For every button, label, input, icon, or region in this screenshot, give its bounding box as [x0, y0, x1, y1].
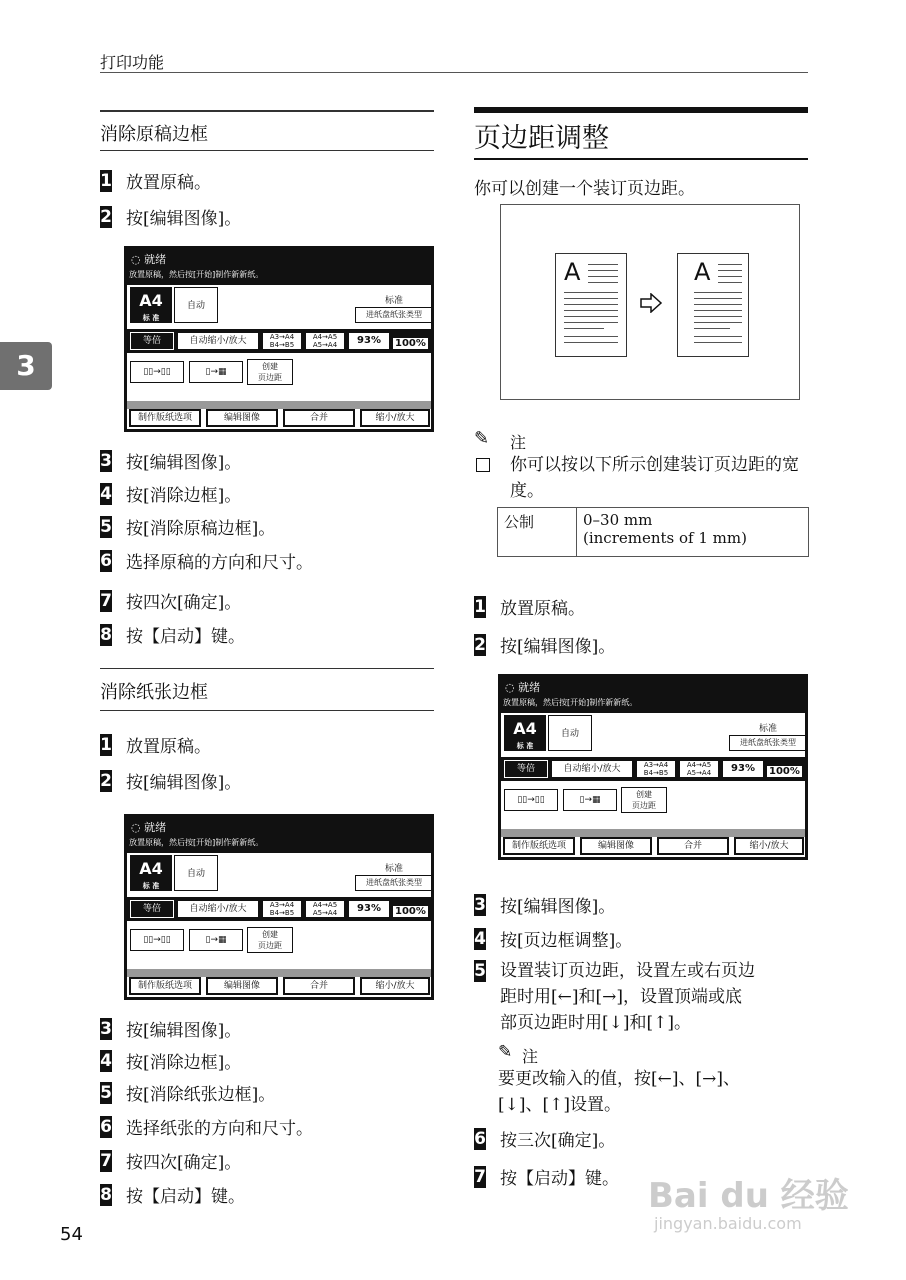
tab-reduce-enlarge[interactable]: 缩小/放大	[360, 409, 430, 427]
tab-edit-image[interactable]: 编辑图像	[580, 837, 652, 855]
status-message: 放置原稿，然后按[开始]制作新新纸。	[129, 270, 264, 279]
step-text: 按[页边框调整]。	[500, 931, 633, 951]
status-text: ◌ 就绪	[131, 253, 167, 266]
step-number: 2	[474, 634, 486, 655]
margin-diagram	[500, 204, 800, 400]
ratio-93-button[interactable]: 93%	[348, 332, 390, 350]
text-line	[694, 336, 742, 337]
status-message: 放置原稿，然后按[开始]制作新新纸。	[503, 698, 638, 707]
step-text: 按[消除边框]。	[126, 486, 242, 506]
spec-value-line: 0–30 mm	[583, 511, 653, 529]
create-margin-button[interactable]: 创建 页边距	[247, 927, 293, 953]
section-title: 消除纸张边框	[100, 682, 208, 703]
step	[100, 548, 313, 573]
step-text: 设置装订页边距，设置左或右页边	[500, 961, 755, 981]
standard-label: 标准	[759, 724, 778, 734]
pencil-icon: ✎	[474, 428, 490, 449]
note-text: 你可以按以下所示创建装订页边距的宽度。	[510, 455, 799, 501]
text-line	[564, 304, 618, 305]
step-number: 1	[100, 734, 112, 755]
text-line	[694, 292, 742, 293]
tab-print-options[interactable]: 制作版纸选项	[129, 977, 201, 995]
step-text: 选择原稿的方向和尺寸。	[126, 553, 313, 573]
step	[100, 1148, 241, 1173]
step-text: 选择纸张的方向和尺寸。	[126, 1119, 313, 1139]
note-label: 注	[510, 433, 527, 452]
create-margin-button[interactable]: 创建 页边距	[247, 359, 293, 385]
step-number: 3	[100, 450, 112, 471]
page-before	[555, 253, 627, 357]
step	[474, 958, 814, 1036]
screen-status-bar	[501, 677, 805, 713]
step-text: 按[编辑图像]。	[500, 897, 616, 917]
step-text: 按[消除原稿边框]。	[126, 519, 276, 539]
tray-type-button[interactable]: 进纸盘纸张类型	[355, 875, 433, 891]
step-number: 4	[100, 483, 112, 504]
text-line	[564, 310, 618, 311]
status-text: ◌ 就绪	[131, 821, 167, 834]
title-rule	[474, 158, 808, 160]
step-number: 7	[100, 1150, 112, 1171]
step-text: 按【启动】键。	[126, 1187, 245, 1207]
copier-screen	[498, 674, 808, 860]
copier-screen	[124, 246, 434, 432]
letter-a-icon: A	[694, 258, 711, 286]
page-header: 打印功能	[100, 53, 165, 72]
title-bar	[474, 107, 808, 113]
step-text: 按[消除纸张边框]。	[126, 1085, 276, 1105]
step	[474, 926, 632, 951]
equal-size-button[interactable]: 等倍	[130, 332, 174, 350]
section-title: 消除原稿边框	[100, 124, 208, 145]
step-number: 1	[100, 170, 112, 191]
text-line	[694, 304, 742, 305]
text-line	[564, 298, 618, 299]
text-line	[694, 316, 742, 317]
step-number: 2	[100, 770, 112, 791]
header-divider	[100, 72, 808, 73]
step	[474, 1164, 619, 1189]
section-rule	[100, 150, 434, 151]
text-line	[588, 270, 618, 271]
duplex-button[interactable]: ▯▯→▯▯	[504, 789, 558, 811]
step-number: 3	[100, 1018, 112, 1039]
spec-table	[497, 507, 809, 557]
step-text: 按[消除边框]。	[126, 1053, 242, 1073]
step-number: 2	[100, 206, 112, 227]
text-line	[588, 282, 618, 283]
text-line	[588, 264, 618, 265]
note-line: 要更改输入的值，按[←]、[→]、	[498, 1069, 741, 1089]
ratio-button[interactable]: A4→A5 A5→A4	[305, 332, 345, 350]
section-rule	[100, 110, 434, 112]
step	[100, 1080, 275, 1105]
step	[474, 1126, 615, 1151]
step	[100, 481, 241, 506]
standard-label: 标准	[385, 296, 404, 306]
auto-zoom-button[interactable]: 自动缩小/放大	[177, 900, 259, 918]
step	[100, 204, 241, 229]
text-line	[564, 316, 618, 317]
tray-type-button[interactable]: 进纸盘纸张类型	[729, 735, 807, 751]
text-line	[694, 322, 742, 323]
auto-paper-button[interactable]: 自动	[548, 715, 592, 751]
step	[474, 892, 615, 917]
combine-button[interactable]: ▯→▦	[563, 789, 617, 811]
step-number: 6	[474, 1128, 486, 1149]
step	[474, 594, 585, 619]
text-line	[588, 276, 618, 277]
ratio-display: 100%	[395, 338, 426, 349]
ratio-button[interactable]: A3→A4 B4→B5	[262, 332, 302, 350]
intro-text: 你可以创建一个装订页边距。	[474, 179, 695, 199]
screen-status-bar	[127, 817, 431, 853]
section-rule	[100, 710, 434, 711]
step-text: 按【启动】键。	[126, 627, 245, 647]
step-number: 4	[100, 1050, 112, 1071]
text-line	[718, 282, 742, 283]
text-line	[564, 328, 604, 329]
ratio-button[interactable]: A4→A5 A5→A4	[679, 760, 719, 778]
tab-combine[interactable]: 合并	[283, 409, 355, 427]
ratio-93-button[interactable]: 93%	[722, 760, 764, 778]
note-label: 注	[522, 1047, 539, 1066]
text-line	[694, 310, 742, 311]
step-number: 7	[100, 590, 112, 611]
page-title: 页边距调整	[474, 123, 609, 154]
chapter-tab: 3	[0, 342, 52, 390]
auto-zoom-button[interactable]: 自动缩小/放大	[177, 332, 259, 350]
step-text: 距时用[←]和[→]，设置顶端或底	[500, 987, 743, 1007]
tab-edit-image[interactable]: 编辑图像	[206, 409, 278, 427]
step	[100, 768, 241, 793]
step-number: 5	[474, 961, 486, 981]
step-text: 按四次[确定]。	[126, 1153, 242, 1173]
step	[100, 1016, 241, 1041]
text-line	[564, 292, 618, 293]
step-text: 按【启动】键。	[500, 1169, 619, 1189]
text-line	[718, 270, 742, 271]
ratio-button[interactable]: A3→A4 B4→B5	[636, 760, 676, 778]
create-margin-button[interactable]: 创建 页边距	[621, 787, 667, 813]
combine-button[interactable]: ▯→▦	[189, 929, 243, 951]
step-text: 按[编辑图像]。	[126, 209, 242, 229]
step-text: 按三次[确定]。	[500, 1131, 616, 1151]
equal-size-button[interactable]: 等倍	[504, 760, 548, 778]
text-line	[718, 276, 742, 277]
step	[100, 168, 211, 193]
step-number: 1	[474, 596, 486, 617]
ratio-93-button[interactable]: 93%	[348, 900, 390, 918]
combine-button[interactable]: ▯→▦	[189, 361, 243, 383]
tab-combine[interactable]: 合并	[657, 837, 729, 855]
watermark-logo: Bai du 经验	[648, 1176, 849, 1216]
status-text: ◌ 就绪	[505, 681, 541, 694]
status-message: 放置原稿，然后按[开始]制作新新纸。	[129, 838, 264, 847]
step-number: 6	[100, 1116, 112, 1137]
step	[474, 632, 615, 657]
text-line	[718, 264, 742, 265]
step	[100, 448, 241, 473]
text-line	[694, 342, 742, 343]
step-number: 8	[100, 624, 112, 645]
step-text: 部页边距时用[↓]和[↑]。	[500, 1013, 692, 1033]
text-line	[564, 336, 618, 337]
duplex-button[interactable]: ▯▯→▯▯	[130, 361, 184, 383]
tab-print-options[interactable]: 制作版纸选项	[129, 409, 201, 427]
step	[100, 1048, 241, 1073]
note-line: [↓]、[↑]设置。	[498, 1095, 622, 1115]
step-number: 5	[100, 1082, 112, 1103]
tab-print-options[interactable]: 制作版纸选项	[503, 837, 575, 855]
text-line	[564, 342, 618, 343]
auto-paper-button[interactable]: 自动	[174, 287, 218, 323]
spec-key-text: 公制	[504, 513, 535, 531]
spec-value	[577, 508, 809, 557]
text-line	[694, 328, 730, 329]
step-number: 5	[100, 516, 112, 537]
tab-reduce-enlarge[interactable]: 缩小/放大	[360, 977, 430, 995]
step	[100, 1114, 313, 1139]
tab-combine[interactable]: 合并	[283, 977, 355, 995]
step	[100, 732, 211, 757]
step	[100, 622, 245, 647]
equal-size-button[interactable]: 等倍	[130, 900, 174, 918]
watermark-url: jingyan.baidu.com	[654, 1214, 802, 1233]
paper-size-button[interactable]: A4 标 准	[504, 715, 546, 751]
page-number: 54	[60, 1224, 83, 1245]
auto-zoom-button[interactable]: 自动缩小/放大	[551, 760, 633, 778]
step-number: 8	[100, 1184, 112, 1205]
pencil-icon: ✎	[498, 1042, 513, 1062]
step-text: 按[编辑图像]。	[126, 1021, 242, 1041]
text-line	[694, 298, 742, 299]
step	[100, 588, 241, 613]
step-text: 按[编辑图像]。	[126, 453, 242, 473]
step	[100, 1182, 245, 1207]
step-number: 4	[474, 928, 486, 949]
copier-screen	[124, 814, 434, 1000]
auto-paper-button[interactable]: 自动	[174, 855, 218, 891]
step-text: 按[编辑图像]。	[126, 773, 242, 793]
paper-size-button[interactable]: A4 标 准	[130, 287, 172, 323]
ratio-button[interactable]: A4→A5 A5→A4	[305, 900, 345, 918]
tab-edit-image[interactable]: 编辑图像	[206, 977, 278, 995]
screen-status-bar	[127, 249, 431, 285]
step-text: 放置原稿。	[126, 173, 211, 193]
section-rule	[100, 668, 434, 669]
page-after	[677, 253, 749, 357]
step-text: 按[编辑图像]。	[500, 637, 616, 657]
step-text: 放置原稿。	[126, 737, 211, 757]
text-line	[564, 322, 618, 323]
ratio-display: 100%	[395, 906, 426, 917]
letter-a-icon: A	[564, 258, 581, 286]
step-text: 按四次[确定]。	[126, 593, 242, 613]
step	[100, 514, 275, 539]
ratio-display: 100%	[769, 766, 800, 777]
step-number: 7	[474, 1166, 486, 1187]
note-text	[498, 1066, 740, 1118]
standard-label: 标准	[385, 864, 404, 874]
tab-reduce-enlarge[interactable]: 缩小/放大	[734, 837, 804, 855]
ratio-button[interactable]: A3→A4 B4→B5	[262, 900, 302, 918]
arrow-right-icon	[639, 293, 663, 313]
spec-value-line: (increments of 1 mm)	[583, 529, 747, 547]
step-number: 6	[100, 550, 112, 571]
spec-key	[498, 508, 577, 557]
step-number: 3	[474, 894, 486, 915]
tray-type-button[interactable]: 进纸盘纸张类型	[355, 307, 433, 323]
step-text: 放置原稿。	[500, 599, 585, 619]
duplex-button[interactable]: ▯▯→▯▯	[130, 929, 184, 951]
paper-size-button[interactable]: A4 标 准	[130, 855, 172, 891]
checkbox-icon	[476, 458, 490, 472]
